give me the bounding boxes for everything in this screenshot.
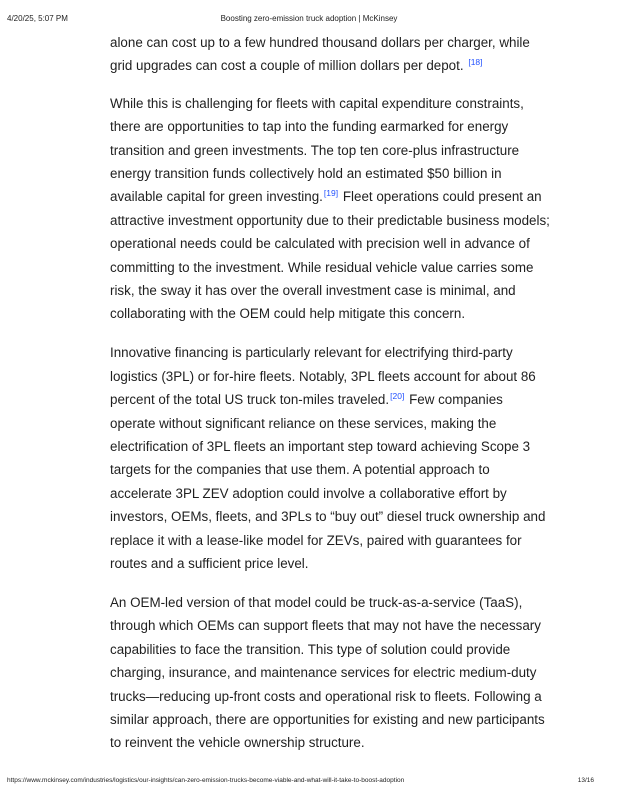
paragraph-text: Few companies operate without significant reliance on these services, making the electrification of 3PL fleets an important step toward achieving Scope 3 targets for the companies that use them. A potential approach to accelerate 3PL ZEV adoption could involve a collaborative effort by investors, OEMs, fleets, and 3PLs to “buy out” diesel truck ownership and replace it with a lease-like model for ZEVs, paired with guarantees for routes and a sufficient price level.	[110, 392, 546, 572]
page-number: 13/16	[577, 777, 594, 784]
paragraph-text: alone can cost up to a few hundred thousand dollars per charger, while grid upgrades can cost a couple of million dollars per depot.	[110, 35, 530, 74]
print-footer	[0, 777, 618, 789]
footnote-link[interactable]: [18]	[468, 56, 483, 67]
footnote-link[interactable]: [20]	[390, 390, 405, 401]
paragraph-text: An OEM-led version of that model could be truck-as-a-service (TaaS), through which OEMs can support fleets that may not have the necessary capabilities to face the transition. This type of solution could provide charging, insurance, and maintenance services for electric medium-duty trucks—reducing up-front costs and operational risk to fleets. Following a similar approach, there are opportunities for existing and new participants to reinvent the vehicle ownership structure.	[110, 594, 545, 751]
paragraph-innovative-financing	[110, 341, 550, 575]
page-title: Boosting zero-emission truck adoption | McKinsey	[220, 14, 398, 23]
article-body	[110, 31, 550, 770]
print-header	[0, 14, 618, 26]
footnote-link[interactable]: [19]	[323, 187, 339, 198]
paragraph-truck-as-a-service	[110, 591, 550, 755]
paragraph-capital-funds	[110, 92, 550, 326]
paragraph-text: Fleet operations could present an attractive investment opportunity due to their predictable business models; operational needs could be calculated with precision well in advance of committing to the investment. While residual vehicle value carries some risk, the sway it has over the overall investment case is minimal, and collaborating with the OEM could help mitigate this concern.	[110, 189, 550, 322]
paragraph-charging-costs	[110, 31, 550, 78]
paragraph-text: While this is challenging for fleets with capital expenditure constraints, there are opportunities to tap into the funding earmarked for energy transition and green investments. The top ten core-plus infrastructure energy transition funds collectively hold an estimated $50 billion in available capital for green investing.	[110, 95, 524, 205]
print-datetime: 4/20/25, 5:07 PM	[7, 14, 68, 23]
page-url: https://www.mckinsey.com/industries/logistics/our-insights/can-zero-emission-trucks-become-viable-and-what-will-it-take-to-boost-adoption	[7, 777, 405, 784]
paragraph-text: Innovative financing is particularly relevant for electrifying third-party logistics (3PL) or for-hire fleets. Notably, 3PL fleets account for about 86 percent of the total US truck ton-miles traveled.	[110, 345, 536, 408]
